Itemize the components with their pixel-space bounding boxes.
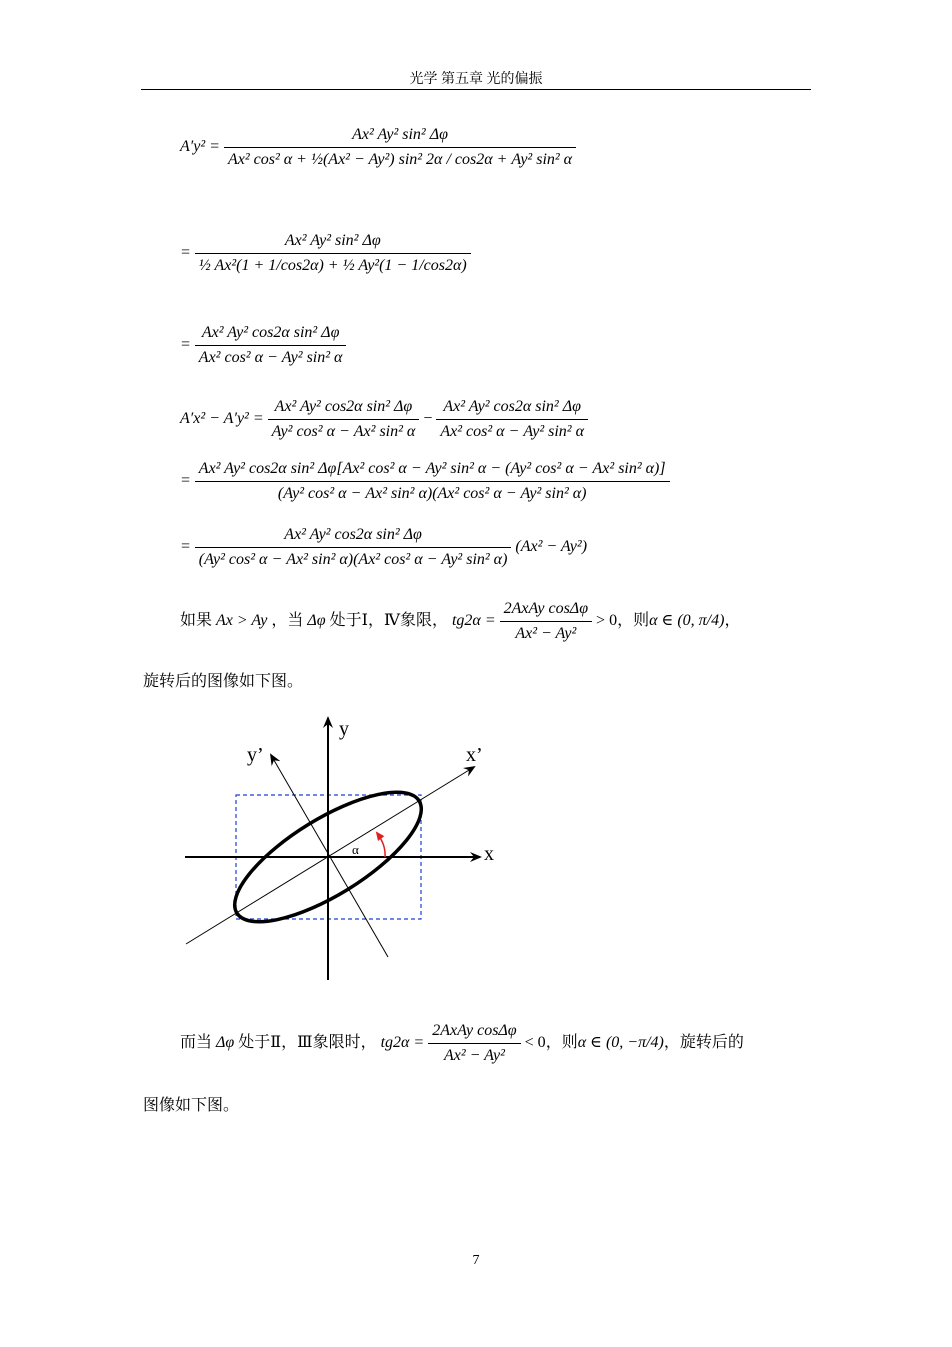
fraction [428, 1022, 520, 1065]
text: ，则 [545, 1034, 578, 1052]
text: 处于Ⅰ，Ⅳ象限， [329, 612, 448, 630]
text: 处于Ⅱ，Ⅲ象限时， [238, 1034, 377, 1052]
fraction-numerator: 2AxAy cosΔφ [503, 600, 589, 617]
fraction-denominator: ½ Ax²(1 + 1/cos2α) + ½ Ay²(1 − 1/cos2α) [195, 253, 471, 275]
fraction-numerator: Ax² Ay² cos2α sin² Δφ [284, 526, 422, 543]
equation-lhs: = [180, 538, 191, 556]
paragraph-1-line-2: 旋转后的图像如下图。 [143, 673, 304, 690]
math-inline: tg2α = [380, 1034, 425, 1052]
fraction-denominator: (Ay² cos² α − Ax² sin² α)(Ax² cos² α − Ay² sin² α) [195, 481, 670, 503]
fraction-denominator: Ax² − Ay² [428, 1043, 520, 1065]
x-prime-axis [186, 767, 474, 944]
text: ，旋转后的 [663, 1034, 744, 1052]
equation-lhs: A′y² = [180, 138, 220, 156]
label-y-prime: y’ [247, 744, 264, 766]
equation-tail: (Ax² − Ay²) [515, 538, 588, 556]
fraction-numerator: Ax² Ay² cos2α sin² Δφ [274, 398, 413, 415]
fraction-numerator: Ax² Ay² cos2α sin² Δφ [201, 324, 340, 341]
math-inline: tg2α = [451, 612, 496, 630]
text: ，则 [617, 612, 650, 630]
fraction-denominator: Ax² cos² α − Ay² sin² α [195, 345, 347, 367]
equation-lhs: A′x² − A′y² = [180, 410, 264, 428]
fraction-numerator: Ax² Ay² cos2α sin² Δφ [443, 398, 581, 415]
label-x-prime: x’ [466, 744, 483, 766]
rotation-angle-arc [377, 833, 385, 857]
fraction-denominator: Ax² cos² α − Ay² sin² α [436, 419, 588, 441]
text: ， [724, 612, 741, 630]
fraction-numerator: 2AxAy cosΔφ [432, 1022, 517, 1039]
fraction-numerator: Ax² Ay² sin² Δφ [284, 232, 381, 249]
label-alpha: α [352, 842, 359, 857]
page-header-title: 光学 第五章 光的偏振 [409, 72, 543, 87]
label-y: y [339, 718, 349, 740]
equation-lhs: = [180, 244, 191, 262]
text: ，当 [271, 612, 304, 630]
text: > 0 [596, 612, 618, 630]
math-inline: α ∈ (0, −π/4) [577, 1034, 664, 1052]
equation-lhs: = [180, 472, 191, 490]
page-number: 7 [472, 1253, 480, 1268]
math-inline: Δφ [307, 612, 326, 630]
label-x: x [484, 843, 494, 865]
math-inline: Δφ [216, 1034, 235, 1052]
text: 而当 [180, 1034, 213, 1052]
equation-lhs: = [180, 336, 191, 354]
math-inline: α ∈ (0, π/4) [649, 612, 725, 630]
minus-sign: − [423, 410, 433, 428]
paragraph-2-line-2: 图像如下图。 [143, 1097, 240, 1114]
text: 如果 [180, 612, 213, 630]
text: < 0 [524, 1034, 546, 1052]
fraction-denominator: Ax² cos² α + ½(Ax² − Ay²) sin² 2α / cos2α + Ay² sin² α [224, 147, 576, 169]
math-inline: Ax > Ay [216, 612, 268, 630]
fraction-numerator: Ax² Ay² cos2α sin² Δφ[Ax² cos² α − Ay² sin² α − (Ay² cos² α − Ax² sin² α)] [198, 460, 666, 477]
paragraph-2 [180, 1022, 744, 1065]
fraction-denominator: (Ay² cos² α − Ax² sin² α)(Ax² cos² α − Ay² sin² α) [195, 547, 512, 569]
fraction-denominator: Ax² − Ay² [500, 621, 592, 643]
fraction-denominator: Ay² cos² α − Ax² sin² α [268, 419, 420, 441]
fraction-numerator: Ax² Ay² sin² Δφ [352, 126, 448, 143]
